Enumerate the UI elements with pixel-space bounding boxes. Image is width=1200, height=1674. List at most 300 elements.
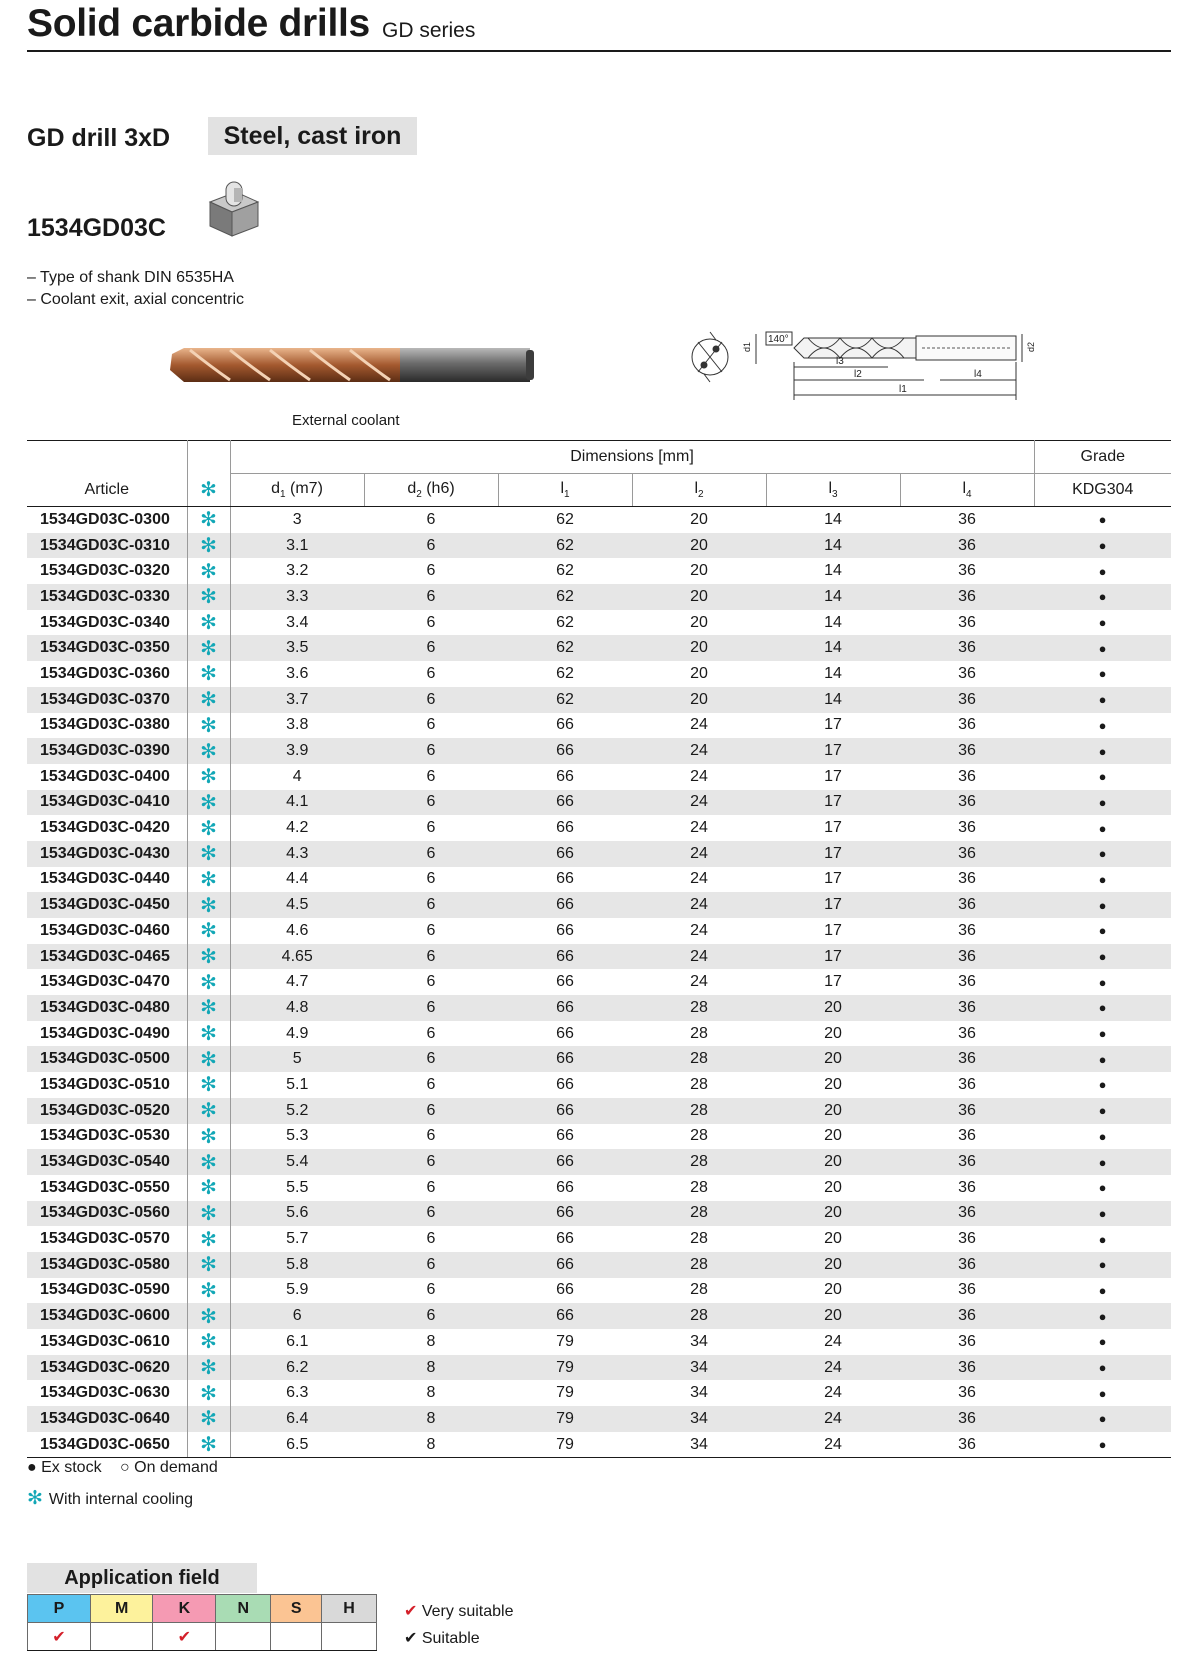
cooling-star-icon: ✻ — [187, 610, 230, 636]
l1-cell: 66 — [498, 995, 632, 1021]
dimensions-header: Dimensions [mm] — [230, 441, 1034, 474]
cooling-star-icon: ✻ — [187, 1380, 230, 1406]
d2-cell: 6 — [426, 767, 436, 785]
l1-cell: 66 — [498, 1098, 632, 1124]
d1-cell: 3.8 — [286, 716, 309, 734]
l4-cell: 36 — [958, 1384, 976, 1402]
l3-cell: 20 — [766, 1252, 900, 1278]
material-badge: Steel, cast iron — [208, 117, 417, 155]
label-d2: d2 — [1026, 341, 1036, 352]
ex-stock-dot-icon: ● — [1098, 717, 1107, 733]
table-row — [27, 790, 1171, 816]
ex-stock-dot-icon: ● — [1034, 584, 1171, 610]
d2-cell: 8 — [364, 1355, 498, 1381]
ex-stock-dot-icon: ● — [1034, 1098, 1171, 1124]
l1-cell: 66 — [556, 973, 574, 991]
stock-legend — [27, 1459, 218, 1477]
article-cell: 1534GD03C-0440 — [27, 867, 187, 893]
l3-cell: 20 — [766, 1201, 900, 1227]
internal-cooling-star-icon: ✻ — [27, 1488, 43, 1509]
d2-cell: 6 — [364, 1046, 498, 1072]
l4-cell: 36 — [958, 1024, 976, 1042]
internal-cooling-label: With internal cooling — [48, 1491, 193, 1508]
cooling-star-icon: ✻ — [187, 1021, 230, 1047]
table-row — [27, 1175, 1171, 1201]
l4-cell: 36 — [958, 767, 976, 785]
l2-cell: 28 — [690, 1024, 708, 1042]
l4-cell: 36 — [900, 1432, 1034, 1458]
ex-stock-dot-icon: ● — [1098, 666, 1107, 682]
cooling-star-icon: ✻ — [187, 1149, 230, 1175]
table-row — [27, 533, 1171, 559]
article-cell: 1534GD03C-0600 — [27, 1303, 187, 1329]
article-cell: 1534GD03C-0530 — [27, 1124, 187, 1150]
d2-cell: 6 — [426, 1178, 436, 1196]
l3-cell: 20 — [766, 995, 900, 1021]
cooling-star-icon: ✻ — [187, 1329, 230, 1355]
article-cell: 1534GD03C-0470 — [27, 969, 187, 995]
l3-cell: 17 — [824, 973, 842, 991]
cooling-star-icon: ✻ — [187, 474, 230, 507]
drill-photo — [170, 340, 535, 390]
ex-stock-dot-icon: ● — [1034, 841, 1171, 867]
l2-cell: 28 — [690, 1178, 708, 1196]
application-field-s: S — [271, 1595, 322, 1623]
d2-cell: 6 — [426, 819, 436, 837]
ex-stock-dot-icon: ● — [1034, 944, 1171, 970]
cooling-star-icon: ✻ — [187, 1226, 230, 1252]
l3-cell: 20 — [766, 1098, 900, 1124]
table-row — [27, 1124, 1171, 1150]
ex-stock-legend: ● Ex stock — [27, 1459, 102, 1476]
cooling-star-icon: ✻ — [187, 635, 230, 661]
table-row — [27, 1278, 1171, 1304]
l2-cell: 24 — [632, 892, 766, 918]
l3-cell: 24 — [824, 1332, 842, 1350]
l3-cell: 14 — [824, 664, 842, 682]
shank-type-icon — [206, 180, 262, 240]
l3-cell: 17 — [824, 921, 842, 939]
l2-cell: 20 — [690, 613, 708, 631]
d2-cell: 6 — [426, 870, 436, 888]
cooling-star-icon: ✻ — [187, 790, 230, 816]
d2-cell: 6 — [426, 1127, 436, 1145]
d1-cell: 5.8 — [230, 1252, 364, 1278]
table-row — [27, 1432, 1171, 1458]
d2-cell: 6 — [426, 921, 436, 939]
d2-cell: 6 — [364, 1201, 498, 1227]
l2-cell: 28 — [632, 1098, 766, 1124]
cooling-star-icon: ✻ — [187, 969, 230, 995]
l2-cell: 24 — [632, 738, 766, 764]
l3-cell: 17 — [824, 716, 842, 734]
d2-cell: 6 — [426, 510, 436, 528]
l2-cell: 28 — [690, 1075, 708, 1093]
article-cell: 1534GD03C-0420 — [27, 815, 187, 841]
l1-cell: 66 — [556, 1024, 574, 1042]
d2-header: $d_2$ (h6) — [364, 474, 498, 507]
table-row — [27, 1329, 1171, 1355]
d1-cell: 5.3 — [286, 1127, 309, 1145]
ex-stock-dot-icon: ● — [1034, 1406, 1171, 1432]
d1-cell: 3.3 — [230, 584, 364, 610]
l2-cell: 24 — [632, 944, 766, 970]
article-header: Article — [27, 474, 187, 507]
l1-cell: 66 — [556, 1127, 574, 1145]
cooling-star-icon: ✻ — [187, 1098, 230, 1124]
photo-caption: External coolant — [292, 412, 400, 429]
l1-cell: 79 — [498, 1406, 632, 1432]
l1-cell: 66 — [498, 738, 632, 764]
l2-cell: 20 — [690, 664, 708, 682]
l1-cell: 62 — [498, 635, 632, 661]
cooling-star-icon: ✻ — [187, 1124, 230, 1150]
cooling-star-icon: ✻ — [187, 738, 230, 764]
d1-cell: 5.6 — [230, 1201, 364, 1227]
article-cell: 1534GD03C-0300 — [27, 507, 187, 533]
cooling-star-icon: ✻ — [187, 1406, 230, 1432]
l2-cell: 24 — [690, 819, 708, 837]
l4-cell: 36 — [958, 1178, 976, 1196]
l1-cell: 62 — [498, 584, 632, 610]
l4-cell: 36 — [900, 1355, 1034, 1381]
article-cell: 1534GD03C-0540 — [27, 1149, 187, 1175]
l1-cell: 66 — [498, 790, 632, 816]
d1-cell: 5 — [230, 1046, 364, 1072]
l4-cell: 36 — [958, 510, 976, 528]
table-row — [27, 1046, 1171, 1072]
ex-stock-dot-icon: ● — [1034, 790, 1171, 816]
l4-cell: 36 — [900, 1406, 1034, 1432]
ex-stock-dot-icon: ● — [1098, 769, 1107, 785]
l1-cell: 62 — [556, 613, 574, 631]
application-field-p: P — [28, 1595, 91, 1623]
article-cell: 1534GD03C-0350 — [27, 635, 187, 661]
d2-cell: 6 — [364, 944, 498, 970]
cooling-star-icon: ✻ — [187, 1278, 230, 1304]
note-coolant: – Coolant exit, axial concentric — [27, 291, 244, 308]
d2-cell: 6 — [426, 664, 436, 682]
d2-cell: 6 — [426, 1281, 436, 1299]
article-cell: 1534GD03C-0550 — [27, 1175, 187, 1201]
application-mark-h — [322, 1623, 377, 1651]
d2-cell: 6 — [364, 892, 498, 918]
d2-cell: 8 — [426, 1332, 436, 1350]
l4-cell: 36 — [900, 1201, 1034, 1227]
d2-cell: 6 — [426, 613, 436, 631]
d2-cell: 6 — [364, 1098, 498, 1124]
d2-cell: 6 — [364, 635, 498, 661]
l4-cell: 36 — [958, 1075, 976, 1093]
l1-cell: 66 — [498, 1046, 632, 1072]
d1-cell: 3.2 — [286, 562, 309, 580]
technical-drawing — [686, 322, 1086, 427]
l3-cell: 17 — [824, 819, 842, 837]
label-l4: l4 — [974, 369, 982, 380]
l2-cell: 28 — [690, 1230, 708, 1248]
l4-cell: 36 — [958, 562, 976, 580]
article-cell: 1534GD03C-0340 — [27, 610, 187, 636]
l4-cell: 36 — [900, 995, 1034, 1021]
ex-stock-dot-icon: ● — [1098, 1180, 1107, 1196]
d1-cell: 6.1 — [286, 1332, 309, 1350]
l2-cell: 34 — [632, 1406, 766, 1432]
very-suitable-legend — [404, 1601, 513, 1621]
cooling-star-icon: ✻ — [187, 892, 230, 918]
d1-cell: 4.1 — [230, 790, 364, 816]
l2-cell: 28 — [632, 995, 766, 1021]
cooling-star-icon: ✻ — [187, 1355, 230, 1381]
table-row — [27, 764, 1171, 790]
table-row — [27, 1252, 1171, 1278]
cooling-legend — [27, 1487, 193, 1510]
table-row — [27, 1355, 1171, 1381]
l3-cell: 20 — [824, 1230, 842, 1248]
cooling-star-icon: ✻ — [187, 661, 230, 687]
ex-stock-dot-icon: ● — [1034, 1252, 1171, 1278]
article-cell: 1534GD03C-0610 — [27, 1329, 187, 1355]
l3-cell: 14 — [766, 584, 900, 610]
l2-cell: 24 — [632, 790, 766, 816]
l2-cell: 28 — [632, 1303, 766, 1329]
article-table — [27, 440, 1171, 1458]
ex-stock-dot-icon: ● — [1098, 1077, 1107, 1093]
d1-cell: 4.8 — [230, 995, 364, 1021]
l2-cell: 34 — [632, 1355, 766, 1381]
l4-cell: 36 — [900, 738, 1034, 764]
suitable-legend — [404, 1628, 480, 1648]
article-cell: 1534GD03C-0465 — [27, 944, 187, 970]
grade-header: Grade — [1034, 441, 1171, 474]
l2-cell: 20 — [690, 510, 708, 528]
d1-header: $d_1$ (m7) — [230, 474, 364, 507]
article-cell: 1534GD03C-0450 — [27, 892, 187, 918]
l3-header: $l_3$ — [766, 474, 900, 507]
d2-cell: 6 — [364, 533, 498, 559]
table-row — [27, 1149, 1171, 1175]
application-field-k: K — [153, 1595, 216, 1623]
article-code: 1534GD03C — [27, 214, 166, 242]
l3-cell: 24 — [766, 1355, 900, 1381]
l3-cell: 24 — [824, 1384, 842, 1402]
d2-cell: 8 — [426, 1384, 436, 1402]
table-row — [27, 1406, 1171, 1432]
l4-header: $l_4$ — [900, 474, 1034, 507]
l1-cell: 66 — [498, 1201, 632, 1227]
l3-cell: 17 — [766, 892, 900, 918]
l3-cell: 14 — [824, 613, 842, 631]
l1-cell: 66 — [556, 921, 574, 939]
l3-cell: 17 — [766, 841, 900, 867]
l3-cell: 17 — [824, 870, 842, 888]
l1-cell: 62 — [498, 533, 632, 559]
ex-stock-dot-icon: ● — [1098, 1282, 1107, 1298]
article-cell: 1534GD03C-0480 — [27, 995, 187, 1021]
l3-cell: 20 — [824, 1281, 842, 1299]
d2-cell: 6 — [426, 973, 436, 991]
table-row — [27, 635, 1171, 661]
l4-cell: 36 — [900, 892, 1034, 918]
grade-kdg304-header: KDG304 — [1034, 474, 1171, 507]
l2-cell: 28 — [690, 1127, 708, 1145]
d2-cell: 8 — [364, 1406, 498, 1432]
cooling-star-icon: ✻ — [187, 1252, 230, 1278]
article-cell: 1534GD03C-0390 — [27, 738, 187, 764]
d2-cell: 6 — [364, 1149, 498, 1175]
ex-stock-dot-icon: ● — [1098, 1128, 1107, 1144]
table-row — [27, 1098, 1171, 1124]
d1-cell: 4.4 — [286, 870, 309, 888]
d1-cell: 3.9 — [230, 738, 364, 764]
l4-cell: 36 — [900, 841, 1034, 867]
application-mark-k: ✔ — [153, 1623, 216, 1651]
l2-cell: 28 — [690, 1281, 708, 1299]
l2-cell: 28 — [632, 1201, 766, 1227]
ex-stock-dot-icon: ● — [1098, 1026, 1107, 1042]
ex-stock-dot-icon: ● — [1098, 871, 1107, 887]
d1-cell: 4.65 — [230, 944, 364, 970]
article-cell: 1534GD03C-0410 — [27, 790, 187, 816]
application-mark-p: ✔ — [28, 1623, 91, 1651]
d1-cell: 3 — [292, 510, 302, 528]
label-d1: d1 — [742, 341, 752, 352]
d1-cell: 6.5 — [230, 1432, 364, 1458]
table-row — [27, 507, 1171, 533]
l4-cell: 36 — [900, 584, 1034, 610]
d1-cell: 5.9 — [286, 1281, 309, 1299]
d2-cell: 6 — [426, 1075, 436, 1093]
l2-header: $l_2$ — [632, 474, 766, 507]
product-name: GD drill 3xD — [27, 124, 171, 152]
l2-cell: 34 — [632, 1432, 766, 1458]
table-row — [27, 1380, 1171, 1406]
ex-stock-dot-icon: ● — [1098, 1334, 1107, 1350]
l1-cell: 66 — [556, 819, 574, 837]
table-row — [27, 1072, 1171, 1098]
cooling-star-icon: ✻ — [187, 507, 230, 533]
d1-cell: 5.7 — [286, 1230, 309, 1248]
l4-cell: 36 — [958, 921, 976, 939]
ex-stock-dot-icon: ● — [1098, 1385, 1107, 1401]
d2-cell: 6 — [426, 1230, 436, 1248]
application-mark-n — [216, 1623, 271, 1651]
article-cell: 1534GD03C-0370 — [27, 687, 187, 713]
d2-cell: 6 — [364, 584, 498, 610]
l2-cell: 24 — [690, 973, 708, 991]
d2-cell: 6 — [426, 716, 436, 734]
article-cell: 1534GD03C-0620 — [27, 1355, 187, 1381]
l4-cell: 36 — [900, 1303, 1034, 1329]
l2-cell: 20 — [690, 562, 708, 580]
ex-stock-dot-icon: ● — [1034, 995, 1171, 1021]
table-row — [27, 995, 1171, 1021]
l1-cell: 79 — [556, 1332, 574, 1350]
article-cell: 1534GD03C-0380 — [27, 713, 187, 739]
l1-cell: 79 — [556, 1384, 574, 1402]
ex-stock-dot-icon: ● — [1098, 563, 1107, 579]
l3-cell: 20 — [824, 1127, 842, 1145]
d1-cell: 4.7 — [286, 973, 309, 991]
l1-cell: 66 — [498, 841, 632, 867]
d1-cell: 3.1 — [230, 533, 364, 559]
title-divider — [27, 50, 1171, 52]
ex-stock-dot-icon: ● — [1034, 738, 1171, 764]
l2-cell: 20 — [632, 584, 766, 610]
l3-cell: 17 — [824, 767, 842, 785]
l4-cell: 36 — [958, 1332, 976, 1350]
l1-cell: 66 — [498, 1303, 632, 1329]
article-cell: 1534GD03C-0400 — [27, 764, 187, 790]
on-demand-legend: ○ On demand — [120, 1459, 218, 1476]
l4-cell: 36 — [900, 1098, 1034, 1124]
l4-cell: 36 — [900, 1046, 1034, 1072]
cooling-star-icon: ✻ — [187, 867, 230, 893]
l1-cell: 79 — [498, 1432, 632, 1458]
l1-cell: 66 — [556, 1230, 574, 1248]
article-cell: 1534GD03C-0570 — [27, 1226, 187, 1252]
table-row — [27, 1303, 1171, 1329]
l4-cell: 36 — [958, 1230, 976, 1248]
l3-cell: 20 — [766, 1046, 900, 1072]
ex-stock-dot-icon: ● — [1034, 1432, 1171, 1458]
l3-cell: 14 — [766, 687, 900, 713]
application-mark-s — [271, 1623, 322, 1651]
article-cell: 1534GD03C-0460 — [27, 918, 187, 944]
l4-cell: 36 — [958, 1281, 976, 1299]
l3-cell: 20 — [766, 1303, 900, 1329]
d2-cell: 6 — [364, 1252, 498, 1278]
l2-cell: 20 — [632, 533, 766, 559]
l4-cell: 36 — [900, 687, 1034, 713]
cooling-star-icon: ✻ — [187, 1175, 230, 1201]
cooling-star-icon: ✻ — [187, 1303, 230, 1329]
ex-stock-dot-icon: ● — [1034, 1046, 1171, 1072]
l2-cell: 28 — [632, 1149, 766, 1175]
table-row — [27, 892, 1171, 918]
ex-stock-dot-icon: ● — [1034, 1355, 1171, 1381]
l3-cell: 17 — [766, 944, 900, 970]
d1-cell: 5.5 — [286, 1178, 309, 1196]
table-row — [27, 1201, 1171, 1227]
article-cell: 1534GD03C-0500 — [27, 1046, 187, 1072]
l4-cell: 36 — [900, 1149, 1034, 1175]
label-l2: l2 — [854, 369, 862, 380]
suitable-check-icon: ✔ — [404, 1630, 418, 1647]
cooling-star-icon: ✻ — [187, 944, 230, 970]
l3-cell: 20 — [824, 1024, 842, 1042]
l4-cell: 36 — [900, 635, 1034, 661]
ex-stock-dot-icon: ● — [1034, 1149, 1171, 1175]
article-cell: 1534GD03C-0360 — [27, 661, 187, 687]
l2-cell: 24 — [690, 716, 708, 734]
l2-cell: 28 — [632, 1046, 766, 1072]
very-suitable-check-icon: ✔ — [404, 1603, 418, 1620]
l3-cell: 14 — [824, 510, 842, 528]
application-field-n: N — [216, 1595, 271, 1623]
cooling-star-icon: ✻ — [187, 1072, 230, 1098]
l1-header: $l_1$ — [498, 474, 632, 507]
article-cell: 1534GD03C-0520 — [27, 1098, 187, 1124]
article-cell: 1534GD03C-0330 — [27, 584, 187, 610]
table-row — [27, 610, 1171, 636]
l4-cell: 36 — [958, 716, 976, 734]
label-l1: l1 — [899, 384, 907, 395]
cooling-star-icon: ✻ — [187, 918, 230, 944]
l2-cell: 24 — [690, 870, 708, 888]
d2-cell: 6 — [426, 562, 436, 580]
l1-cell: 66 — [498, 892, 632, 918]
l3-cell: 24 — [766, 1432, 900, 1458]
